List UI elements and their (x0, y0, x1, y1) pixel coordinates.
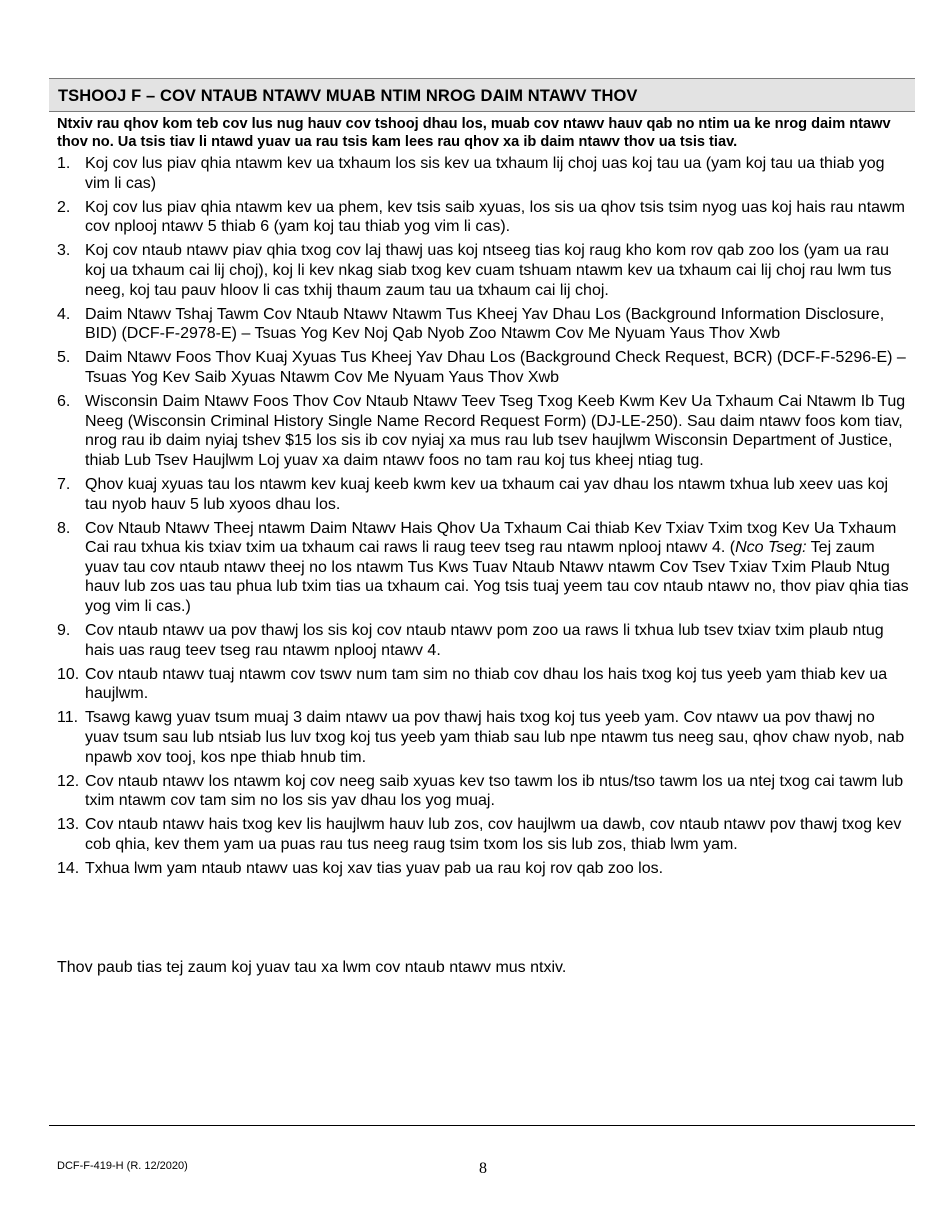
item-number: 6. (57, 393, 71, 411)
list-item (57, 305, 909, 344)
item-number: 1. (57, 155, 71, 172)
item-number: 12. (57, 772, 80, 790)
item-number: 11. (57, 709, 79, 727)
attachment-list (57, 154, 909, 883)
item-text: Txhua lwm yam ntaub ntawv uas koj xav tias yuav pab ua rau koj rov qab zoo los. (85, 860, 664, 878)
item-number: 9. (57, 622, 71, 640)
form-identifier: DCF-F-419-H (R. 12/2020) (57, 1160, 188, 1172)
item-text-part-a: Cov Ntaub Ntawv Theej ntawm Daim Ntawv Hais Qhov Ua Txhaum Cai thiab Kev Txiav Txim txog Kev Ua Txhaum Cai rau txhua kis txiav txim ua txhaum cai raws li raug teev tseg rau ntawm nplooj ntawv 4. ( (85, 519, 897, 557)
item-text: Daim Ntawv Foos Thov Kuaj Xyuas Tus Kheej Yav Dhau Los (Background Check Request, BCR) (DCF-F-5296-E) – Tsuas Yog Kev Saib Xyuas Ntawm Cov Me Nyuam Yaus Thov Xwb (85, 349, 906, 386)
list-item (57, 665, 909, 704)
list-item (57, 708, 909, 767)
list-item (57, 392, 909, 470)
item-text: Cov ntaub ntawv ua pov thawj los sis koj cov ntaub ntawv pom zoo ua raws li txhua lub tsev txiav txim plaub ntug hais uas raug teev tseg rau ntawm nplooj ntawv 4. (85, 622, 884, 659)
item-text: Tsawg kawg yuav tsum muaj 3 daim ntawv ua pov thawj hais txog koj tus yeeb yam. Cov ntawv ua pov thawj no yuav tsum sau lub ntsiab lus luv txog koj tus yeeb yam thiab sau lub npe ntawm tus neeg sau, qhov chaw nyob, nab npawb xov tooj, kos npe thiab hnub tim. (85, 709, 905, 766)
item-text: Cov ntaub ntawv hais txog kev lis haujlwm hauv lub zos, cov haujlwm ua dawb, cov ntaub ntawv pov thawj txog kev cob qhia, kev them yam ua puas rau tus neeg raug tsim txom los sis lub zos, thiab lwm yam. (85, 816, 902, 853)
item-number: 7. (57, 475, 71, 493)
item-text-part-b: Tej zaum yuav tau cov ntaub ntawv theej no los ntawm Tus Kws Tuav Ntaub Ntawv ntawm Cov Tsev Txiav Txim Plaub Ntug hauv lub zos uas tau phua lub txim tias ua txhaum cai. Yog tsis tuaj yeem tau cov ntaub ntawv no, thov piav qhia tias yog vim li cas.) (85, 539, 909, 615)
item-text: Koj cov lus piav qhia ntawm kev ua txhaum los sis kev ua txhaum lij choj uas koj tau ua (yam koj tau ua thiab yog vim li cas) (85, 155, 885, 192)
item-text: Cov ntaub ntawv tuaj ntawm cov tswv num tam sim no thiab cov dhau los hais txog koj tus yeeb yam thiab kev ua haujlwm. (85, 665, 888, 703)
item-text: Koj cov ntaub ntawv piav qhia txog cov laj thawj uas koj ntseeg tias koj raug kho kom rov qab zoo los (yam ua rau koj ua txhaum cai lij choj), koj li kev nkag siab txog kev cuam tshuam ntawm kev ua txhaum cai lij choj rau lwm tus neeg, koj tau pauv hloov li cas txhij thaum zaum tau ua txhaum cai lij choj. (85, 242, 892, 299)
intro-instructions: Ntxiv rau qhov kom teb cov lus nug hauv cov tshooj dhau los, muab cov ntawv hauv qab no ntim ua ke nrog daim ntawv thov no. Ua tsis tiav li ntawd yuav ua rau tsis kam lees rau qhov xa ib daim ntawv thov ua tsis tiav. (57, 116, 891, 150)
item-text: Cov ntaub ntawv los ntawm koj cov neeg saib xyuas kev tso tawm los ib ntus/tso tawm los ua ntej txog cai tawm lub txim ntawm cov tam sim no los sis yav dhau los yog muaj. (85, 772, 904, 810)
item-number: 4. (57, 305, 71, 323)
footer-divider (49, 1125, 915, 1126)
item-text: Daim Ntawv Tshaj Tawm Cov Ntaub Ntawv Ntawm Tus Kheej Yav Dhau Los (Background Information Disclosure, BID) (DCF-F-2978-E) – Tsuas Yog Kev Noj Qab Nyob Zoo Ntawm Cov Me Nyuam Yaus Thov Xwb (85, 305, 885, 343)
item-number: 3. (57, 242, 71, 260)
list-item (57, 859, 909, 879)
item-text: Qhov kuaj xyuas tau los ntawm kev kuaj keeb kwm kev ua txhaum cai yav dhau los ntawm txhua lub xeev uas koj tau nyob hauv 5 lub xyoos dhau los. (85, 475, 889, 513)
list-item (57, 198, 909, 237)
item-number: 2. (57, 198, 71, 216)
item-number: 14. (57, 860, 80, 878)
item-number: 5. (57, 349, 71, 367)
closing-note: Thov paub tias tej zaum koj yuav tau xa lwm cov ntaub ntawv mus ntxiv. (57, 959, 567, 976)
item-number: 8. (57, 519, 71, 537)
list-item (57, 475, 909, 514)
list-item (57, 241, 909, 300)
item-text: Koj cov lus piav qhia ntawm kev ua phem, kev tsis saib xyuas, los sis ua qhov tsis tsim nyog uas koj hais rau ntawm cov nplooj ntawv 5 thiab 6 (yam koj tau thiab yog vim li cas). (85, 198, 905, 236)
list-item (57, 348, 909, 387)
list-item (57, 621, 909, 660)
list-item (57, 815, 909, 854)
note-label: Nco Tseg: (735, 539, 807, 557)
section-header (49, 78, 915, 112)
item-number: 13. (57, 816, 80, 834)
item-number: 10. (57, 665, 80, 683)
page-number: 8 (479, 1160, 487, 1177)
list-item (57, 772, 909, 811)
list-item (57, 154, 909, 193)
item-text: Wisconsin Daim Ntawv Foos Thov Cov Ntaub Ntawv Teev Tseg Txog Keeb Kwm Kev Ua Txhaum Cai Ntawm Ib Tug Neeg (Wisconsin Criminal History Single Name Record Request Form) (DJ-LE-250). Sau daim ntawv foos kom tiav, nrog rau ib daim nyiaj tshev $15 los sis ib cov nyiaj xa mus rau lub tsev haujlwm Wisconsin Department of Justice, thiab Lub Tsev Haujlwm Loj yuav xa daim ntawv foos no tam rau koj tus kheej ntiag tug. (85, 393, 906, 469)
section-title: TSHOOJ F – COV NTAUB NTAWV MUAB NTIM NROG DAIM NTAWV THOV (58, 87, 638, 105)
list-item (57, 519, 909, 617)
